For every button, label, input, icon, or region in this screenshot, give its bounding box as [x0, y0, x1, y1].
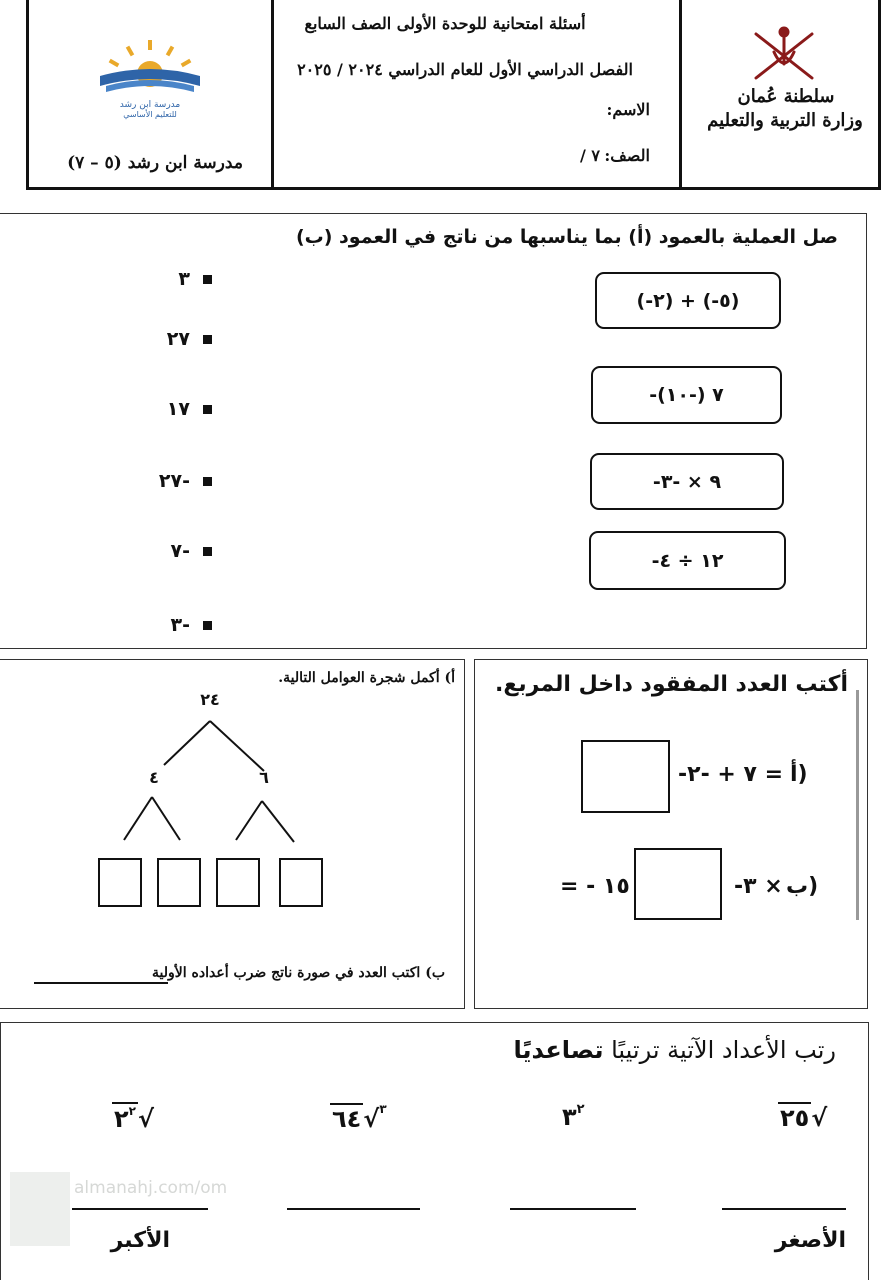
expression-box-4[interactable]: -١٢ ÷ ٤	[589, 531, 786, 590]
bullet-icon	[203, 621, 212, 630]
root-index: ٣	[379, 1102, 387, 1116]
answer-value: -٧	[170, 540, 190, 562]
leaf-box-3[interactable]	[216, 858, 260, 907]
watermark-shape	[10, 1172, 70, 1246]
leaf-box-4[interactable]	[279, 858, 323, 907]
order-blank-2[interactable]	[510, 1208, 636, 1210]
base-value: ٣	[562, 1103, 577, 1131]
bullet-icon	[203, 477, 212, 486]
missing-box-a[interactable]	[581, 740, 670, 813]
factor-tree-branches	[110, 715, 310, 845]
class-value: ٧ /	[579, 146, 600, 165]
tree-root: ٢٤	[200, 690, 220, 709]
missing-box-b[interactable]	[634, 848, 722, 920]
header-divider-right	[679, 0, 682, 187]
answer-value: ٣	[178, 268, 190, 290]
school-logo-icon	[92, 40, 208, 102]
factor-tree-instruction: أ) أكمل شجرة العوامل التالية.	[278, 670, 455, 686]
answer-item[interactable]	[140, 610, 220, 640]
sqrt-icon: √	[137, 1105, 154, 1133]
answer-value: ١٧	[166, 398, 190, 420]
order-blank-3[interactable]	[287, 1208, 420, 1210]
answer-item[interactable]	[140, 394, 220, 424]
radicand: ٢٥	[780, 1104, 810, 1132]
ministry-line-2: وزارة التربية والتعليم	[707, 110, 863, 131]
equation-a-label: أ)	[790, 762, 808, 787]
name-label: الاسم:	[606, 100, 650, 119]
bullet-icon	[203, 405, 212, 414]
header-divider-left	[271, 0, 274, 187]
smallest-label: الأصغر	[774, 1228, 846, 1253]
leaf-box-1[interactable]	[98, 858, 142, 907]
answer-item[interactable]	[140, 536, 220, 566]
ordering-title-bold: تصاعديًا	[513, 1036, 604, 1064]
ordering-item-4	[112, 1102, 154, 1133]
equation-b-left: -٣ ×	[734, 874, 783, 899]
answer-value: ٢٧	[166, 328, 190, 350]
bullet-icon	[203, 335, 212, 344]
watermark-text: almanahj.com/om	[74, 1178, 228, 1198]
answer-item[interactable]	[140, 264, 220, 294]
equation-b-right: = - ١٥	[560, 874, 630, 899]
expression-box-1[interactable]: (-٢) + (-٥)	[595, 272, 781, 329]
equation-b-label: ب)	[786, 874, 819, 899]
answer-item[interactable]	[140, 466, 220, 496]
bullet-icon	[203, 547, 212, 556]
school-logo-text-2: للتعليم الأساسي	[123, 110, 177, 119]
bullet-icon	[203, 275, 212, 284]
oman-emblem-icon	[748, 24, 820, 90]
exam-title: أسئلة امتحانية للوحدة الأولى الصف السابع	[304, 14, 586, 33]
expression-box-2[interactable]: -٧ (-١٠)	[591, 366, 782, 424]
ordering-item-1	[778, 1102, 827, 1132]
radicand: ٦٤	[332, 1105, 362, 1133]
class-label: الصف:	[604, 146, 650, 165]
ordering-item-3	[330, 1102, 387, 1133]
school-name: مدرسة ابن رشد (٥ – ٧)	[67, 153, 243, 173]
answer-value: -٢٧	[158, 470, 190, 492]
ministry-line-1: سلطنة عُمان	[737, 86, 835, 107]
tree-right: ٦	[259, 768, 269, 787]
matching-title: صل العملية بالعمود (أ) بما يناسبها من ناتج في العمود (ب)	[295, 226, 838, 248]
ordering-title	[380, 1036, 836, 1064]
school-logo-text-1: مدرسة ابن رشد	[119, 100, 181, 110]
radicand	[112, 1102, 138, 1133]
missing-number-title: أكتب العدد المفقود داخل المربع.	[495, 672, 848, 697]
missing-number-section	[474, 659, 868, 1009]
order-blank-4[interactable]	[72, 1208, 208, 1210]
equation-a: -٧ + -٢ =	[678, 762, 783, 787]
order-blank-1[interactable]	[722, 1208, 846, 1210]
base-value: ٢	[114, 1105, 129, 1133]
largest-label: الأكبر	[110, 1228, 170, 1253]
exponent: ٢	[128, 1104, 136, 1118]
cbrt-icon: √	[363, 1105, 380, 1133]
right-edge-shadow	[856, 690, 859, 920]
semester-line: الفصل الدراسي الأول للعام الدراسي ٢٠٢٤ / ٢٠٢٥	[297, 60, 633, 79]
factor-tree-part-b: ب) اكتب العدد في صورة ناتج ضرب أعداده الأولية	[152, 965, 445, 981]
leaf-box-2[interactable]	[157, 858, 201, 907]
sqrt-icon: √	[811, 1104, 828, 1132]
ordering-item-2	[562, 1102, 585, 1131]
exponent: ٢	[576, 1102, 585, 1117]
tree-left: ٤	[149, 768, 159, 787]
answer-item[interactable]	[140, 324, 220, 354]
ordering-title-normal: رتب الأعداد الآتية ترتيبًا	[603, 1036, 836, 1064]
expression-box-3[interactable]: -٩ × -٣	[590, 453, 784, 510]
part-b-answer-line[interactable]	[34, 982, 168, 984]
answer-value: -٣	[170, 614, 190, 636]
